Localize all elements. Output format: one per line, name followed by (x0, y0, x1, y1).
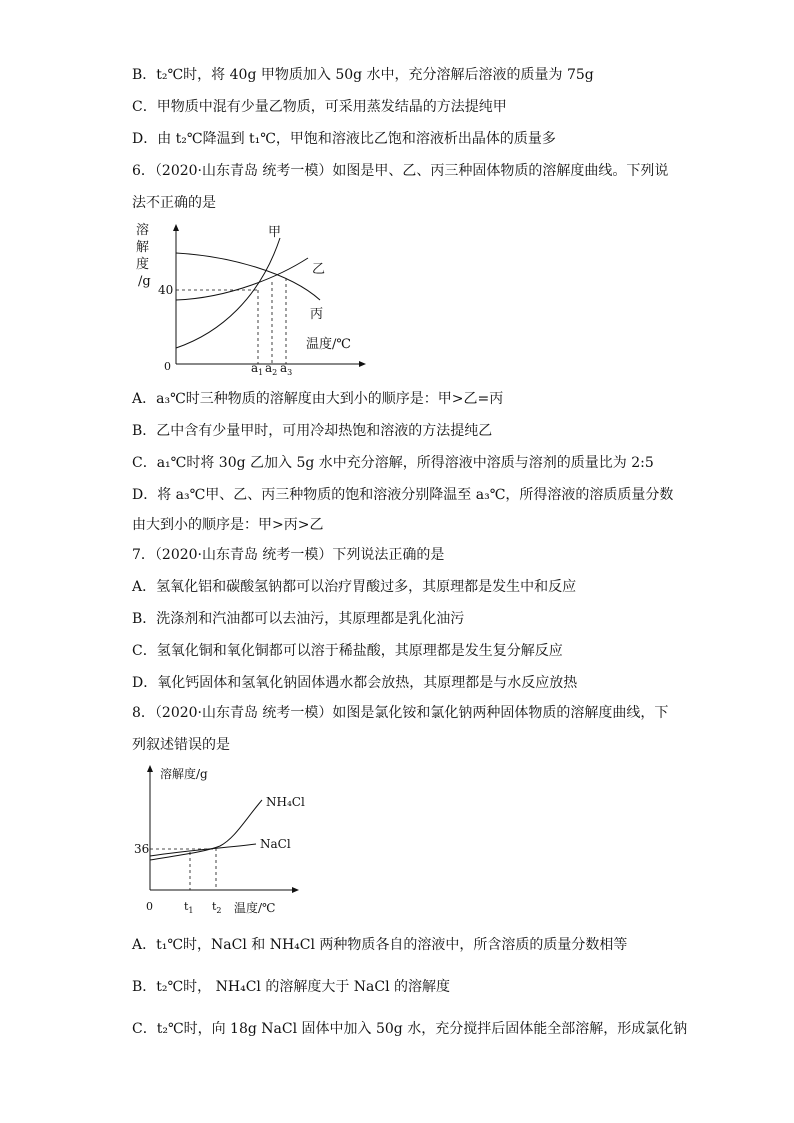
q6-y-tick-40: 40 (158, 283, 174, 297)
q6-option-d-line-1: D．将 a₃℃甲、乙、丙三种物质的饱和溶液分别降温至 a₃℃，所得溶液的溶质质量分数 (132, 487, 674, 503)
q6-label-bing: 丙 (310, 307, 324, 322)
q6-x-axis-arrow-icon (359, 361, 366, 367)
q8-y-tick-36: 36 (134, 842, 150, 856)
q8-x-tick-t2: $t_2$ (212, 900, 222, 915)
q8-y-axis-arrow-icon (147, 765, 153, 772)
q6-x-tick-a2: $a_2$ (265, 361, 278, 377)
q6-xlabel: 温度/℃ (306, 337, 351, 352)
q6-ylabel-char-2: 解 (136, 240, 150, 255)
q6-origin-label: 0 (164, 360, 171, 373)
q7-option-a: A．氢氧化铝和碳酸氢钠都可以治疗胃酸过多，其原理都是发生中和反应 (132, 579, 577, 595)
q8-origin-label: 0 (146, 900, 153, 913)
q8-curve-nacl (150, 844, 256, 856)
q8-x-axis-arrow-icon (292, 887, 299, 893)
q6-ylabel-char-3: 度 (136, 257, 150, 272)
q6-curve-bing (176, 253, 320, 300)
q8-xlabel: 温度/℃ (234, 901, 276, 915)
q8-curve-nh4cl (150, 800, 262, 860)
q6-option-b: B．乙中含有少量甲时，可用冷却热饱和溶液的方法提纯乙 (132, 423, 493, 439)
q6-option-a: A．a₃℃时三种物质的溶解度由大到小的顺序是：甲>乙=丙 (132, 391, 504, 407)
q8-label-nacl: NaCl (260, 837, 291, 851)
q6-stem-line-1: 6．（2020·山东青岛 统考一模）如图是甲、乙、丙三种固体物质的溶解度曲线。下列说 (132, 163, 669, 179)
q7-option-d: D．氧化钙固体和氢氧化钠固体遇水都会放热，其原理都是与水反应放热 (132, 675, 578, 691)
q5-option-d: D．由 t₂℃降温到 t₁℃，甲饱和溶液比乙饱和溶液析出晶体的质量多 (132, 131, 556, 147)
q6-ylabel-char-4: /g (138, 274, 151, 289)
q6-x-tick-a3: $a_3$ (280, 361, 293, 377)
q6-y-axis-arrow-icon (173, 224, 179, 231)
q8-option-b: B．t₂℃时， NH₄Cl 的溶解度大于 NaCl 的溶解度 (132, 979, 451, 995)
q6-label-yi: 乙 (312, 262, 326, 277)
q8-ylabel: 溶解度/g (160, 767, 208, 781)
q8-option-c: C．t₂℃时，向 18g NaCl 固体中加入 50g 水，充分搅拌后固体能全部溶解，形成氯化钠 (132, 1021, 688, 1037)
q6-option-c: C．a₁℃时将 30g 乙加入 5g 水中充分溶解，所得溶液中溶质与溶剂的质量比为 2:5 (132, 455, 654, 471)
q6-label-jia: 甲 (268, 225, 282, 240)
q5-option-b: B．t₂℃时，将 40g 甲物质加入 50g 水中，充分溶解后溶液的质量为 75g (132, 67, 594, 83)
q7-option-b: B．洗涤剂和汽油都可以去油污，其原理都是乳化油污 (132, 611, 465, 627)
q8-x-tick-t1: $t_1$ (184, 900, 194, 915)
q8-stem-line-1: 8．（2020·山东青岛 统考一模）如图是氯化铵和氯化钠两种固体物质的溶解度曲线，下 (132, 705, 669, 721)
q6-stem-line-2: 法不正确的是 (132, 195, 216, 211)
q6-x-tick-a1: $a_1$ (251, 361, 264, 377)
q5-option-c: C．甲物质中混有少量乙物质，可采用蒸发结晶的方法提纯甲 (132, 99, 507, 115)
q8-solubility-chart (130, 760, 370, 924)
q6-chart-svg (130, 218, 370, 378)
q6-ylabel-char-1: 溶 (136, 223, 150, 238)
q8-stem-line-2: 列叙述错误的是 (132, 737, 230, 753)
q8-label-nh4cl: NH₄Cl (266, 795, 305, 809)
q8-chart-svg (130, 760, 370, 920)
q6-solubility-chart (130, 218, 370, 382)
q7-option-c: C．氢氧化铜和氧化铜都可以溶于稀盐酸，其原理都是发生复分解反应 (132, 643, 563, 659)
q6-option-d-line-2: 由大到小的顺序是：甲>丙>乙 (132, 517, 324, 533)
q8-option-a: A．t₁℃时，NaCl 和 NH₄Cl 两种物质各自的溶液中，所含溶质的质量分数相等 (132, 937, 628, 953)
q7-stem: 7．（2020·山东青岛 统考一模）下列说法正确的是 (132, 547, 445, 563)
